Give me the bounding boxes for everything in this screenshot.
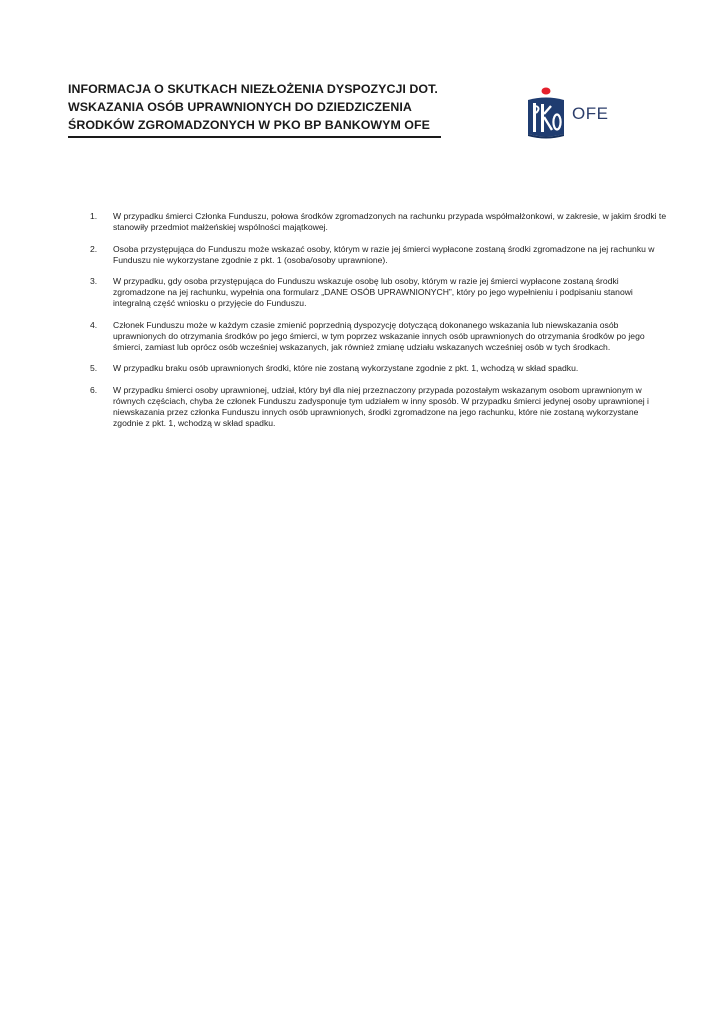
list-item-text: Osoba przystępująca do Funduszu może wskazać osoby, którym w razie jej śmierci wypłacone zostaną środki zgromadzone na jej rachunku w Funduszu nie wykorzystane zgodnie z pkt. 1 (osoba/osoby uprawnione). (113, 243, 655, 265)
list-item (90, 211, 670, 233)
list-item-text: W przypadku śmierci Członka Funduszu, połowa środków zgromadzonych na rachunku przypada współmałżonkowi, w zakresie, w jakim środki te stanowiły przedmiot małżeńskiej wspólności majątkowej. (113, 211, 667, 232)
document-title (68, 80, 443, 134)
list-item-text: W przypadku śmierci osoby uprawnionej, udział, który był dla niej przeznaczony przypada pozostałym wskazanym osobom uprawnionym w równych częściach, chyba że członek Funduszu zadysponuje tym udziałem w inny sposób. W przypadku śmierci jedynej osoby uprawnionej i niewskazania przez członka Funduszu innych osób uprawnionych, środki zgromadzone na jego rachunku, które nie zostaną wykorzystane zgodnie z pkt. 1, wchodzą w skład spadku. (113, 384, 649, 428)
title-underline (68, 136, 441, 138)
list-item-number: 1. (90, 211, 98, 221)
list-item (90, 385, 670, 429)
list-item (90, 276, 670, 309)
list-item-text: W przypadku, gdy osoba przystępująca do Funduszu wskazuje osobę lub osoby, którym w razie jej śmierci wypłacone zostaną środki zgromadzone na jej rachunku, wypełnia ona formularz „DANE OSÓB UPRAWNIONYCH”, który po jego wypełnieniu i podpisaniu stanowi integralną część wniosku o przyjęcie do Funduszu. (113, 276, 633, 308)
list-item (90, 320, 670, 353)
logo-text-ofe: OFE (572, 104, 609, 123)
pko-bp-logo-icon (524, 86, 568, 142)
list-item (90, 363, 670, 374)
title-line-1: INFORMACJA O SKUTKACH NIEZŁOŻENIA DYSPOZYCJI DOT. (68, 82, 438, 96)
list-item (90, 244, 670, 266)
document-header (68, 80, 443, 138)
list-item-number: 6. (90, 384, 98, 395)
title-line-2: WSKAZANIA OSÓB UPRAWNIONYCH DO DZIEDZICZENIA (68, 100, 412, 114)
list-item-number: 5. (90, 363, 98, 373)
pko-bp-ofe-logo (524, 86, 614, 142)
title-line-3: ŚRODKÓW ZGROMADZONYCH W PKO BP BANKOWYM OFE (68, 118, 430, 132)
list-item-text: W przypadku braku osób uprawnionych środki, które nie zostaną wykorzystane zgodnie z pkt. 1, wchodzą w skład spadku. (113, 363, 579, 373)
list-item-number: 4. (90, 319, 98, 330)
information-list (90, 211, 670, 439)
list-item-number: 3. (90, 276, 98, 286)
list-item-text: Członek Funduszu może w każdym czasie zmienić poprzednią dyspozycję dotyczącą dokonanego wskazania lub niewskazania osób uprawnionych do otrzymania środków po jego śmierci, w tym poprzez wskazanie innych osób uprawnionych do otrzymania środków po jego śmierci, zamiast lub oprócz osób wcześniej wskazanych, jak również zmianę udziału wskazanych wcześniej osób w tych środkach. (113, 319, 645, 352)
list-item-number: 2. (90, 243, 98, 254)
